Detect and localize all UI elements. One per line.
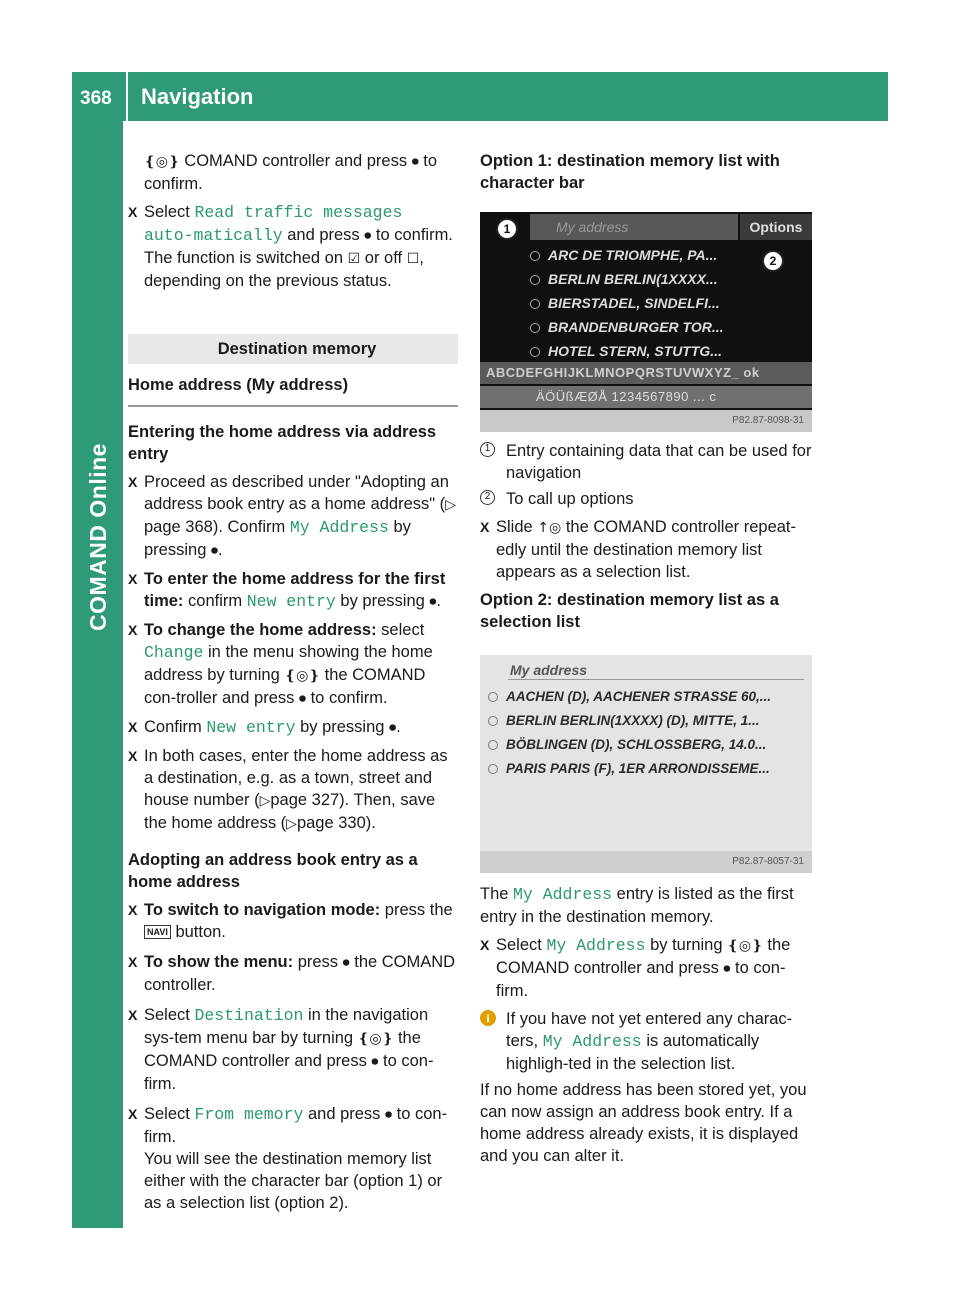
c1-press: press the [384, 901, 453, 919]
shot1-row-dot [530, 251, 540, 261]
b1-pre: Proceed as described under "Adopting an address book entry as a home address" ( [144, 473, 449, 513]
page-ref-icon: ▷ [286, 816, 297, 832]
step-arrow-icon: X [128, 954, 138, 970]
step-select-destination [128, 1004, 458, 1095]
step-arrow-icon: X [128, 1106, 138, 1122]
right-column [480, 150, 812, 1167]
intro-to: to [423, 152, 438, 170]
new-entry-item: New entry [246, 592, 336, 611]
callout-2-text: To call up options [506, 490, 634, 508]
b5-text: In both cases, enter the home address as a destination, e.g. as a town, street and house number ( [144, 747, 448, 809]
shot1-row-dot [530, 323, 540, 333]
step-arrow-icon: X [128, 1007, 138, 1023]
controller-press-icon: ⏺ [389, 720, 397, 736]
step-arrow-icon: X [128, 204, 138, 220]
step-arrow-icon: X [128, 622, 138, 638]
callout-2-number: 2 [480, 490, 495, 505]
shot2-row [488, 685, 808, 709]
paragraph-first-entry [480, 883, 812, 928]
controller-press-icon: ⏺ [411, 154, 419, 170]
shot2-row-text: PARIS PARIS (F), 1ER ARRONDISSEME... [506, 761, 770, 776]
controller-turn-icon: ❴◎❵ [284, 668, 321, 684]
shot2-ref: P82.87-8057-31 [480, 851, 812, 873]
step-select-my-address [480, 934, 812, 1002]
c3-rest3: to con‐firm. [144, 1052, 434, 1093]
controller-turn-icon: ❴◎❵ [357, 1031, 394, 1047]
b1-by: by pressing [144, 518, 411, 559]
b3-rest3: to confirm. [310, 689, 388, 707]
b2-confirm: confirm [188, 592, 243, 610]
subhead-home-address: Home address (My address) [128, 374, 458, 407]
b5-page: page 327). Then, save the home address ( [144, 791, 436, 832]
shot1-digit-bar: ÄÖÜßÆØÅ 1234567890 ... c [480, 386, 812, 408]
callout-1 [480, 440, 812, 484]
shot1-row-dot [530, 347, 540, 357]
option1-title: Option 1: destination memory list with character bar [480, 152, 780, 192]
shot1-row [530, 290, 812, 316]
shot1-row-text: HOTEL STERN, STUTTG... [548, 343, 722, 359]
b3-select: select [381, 621, 425, 639]
step-arrow-icon: X [128, 719, 138, 735]
s-rest: by turning [650, 936, 723, 954]
c2-bold: To show the menu: [144, 953, 294, 971]
b4-pre: Confirm [144, 718, 202, 736]
my-address-item-2: My Address [546, 936, 646, 955]
new-entry-item-2: New entry [206, 718, 296, 737]
c4-pre: Select [144, 1105, 190, 1123]
b3-rest2: the COMAND con‐troller and press [144, 666, 426, 707]
s-rest2: the COMAND controller and press [496, 936, 791, 977]
b3-rest: in the menu showing the home address by turning [144, 643, 433, 684]
controller-slide-up-icon: ↑◎ [537, 520, 562, 536]
b2-bold: To enter the home address for the first time: [144, 570, 446, 610]
shot1-row [530, 314, 812, 340]
marker-2: 2 [762, 250, 784, 272]
shot2-row-dot [488, 716, 498, 726]
b2-by: by pressing [340, 592, 425, 610]
c4-rest: and press [307, 1105, 381, 1123]
shot1-alphabet-bar: ABCDEFGHIJKLMNOPQRSTUVWXYZ_ ok [480, 362, 812, 384]
side-tab [72, 121, 123, 1228]
c3-pre: Select [144, 1006, 190, 1024]
info-icon: i [480, 1010, 496, 1026]
shot1-row-text: ARC DE TRIOMPHE, PA... [548, 247, 718, 263]
p1-pre: The [480, 885, 509, 903]
step1-post: and press [287, 226, 360, 244]
intro-paragraph [128, 150, 458, 195]
controller-turn-icon: ❴◎❵ [144, 154, 180, 170]
step-proceed: X Proceed as described under "Adopting an address book entry as a home address" (▷ page 368). Confirm My Address by pressing ⏺. [128, 473, 456, 559]
shot1-row-text: BRANDENBURGER TOR... [548, 319, 724, 335]
shot2-row-text: AACHEN (D), AACHENER STRASSE 60,... [506, 689, 772, 704]
step-both-cases [128, 745, 458, 835]
info-note [480, 1008, 812, 1075]
step1-line3: depending on the previous status. [144, 272, 392, 290]
read-traffic-menu-item: Read traffic messages auto‐matically [144, 203, 403, 245]
c1-bold: To switch to navigation mode: [144, 901, 381, 919]
shot2-row-text: BÖBLINGEN (D), SCHLOSSBERG, 14.0... [506, 737, 767, 752]
shot1-row-text: BIERSTADEL, SINDELFI... [548, 295, 720, 311]
checkbox-empty-icon: ☐ [406, 251, 420, 267]
shot2-row [488, 709, 808, 733]
controller-press-icon: ⏺ [385, 1107, 393, 1123]
shot2-row [488, 757, 808, 781]
paragraph-final: If no home address has been stored yet, you can now assign an address book entry. If a home address already exists, it is displayed and you can alter it. [480, 1081, 807, 1165]
p1-rest: entry is listed as the first entry in the destination memory. [480, 885, 794, 926]
c4-rest2: to con‐firm. [144, 1105, 448, 1146]
navi-key-icon: NAVI [144, 925, 171, 939]
step-arrow-icon: X [128, 474, 138, 490]
shot1-row-dot [530, 275, 540, 285]
section-title: Destination memory [128, 334, 458, 364]
shot2-row-dot [488, 740, 498, 750]
b3-bold: To change the home address: [144, 621, 377, 639]
my-address-item-3: My Address [542, 1032, 642, 1051]
callout-1-text: Entry containing data that can be used for navigation [506, 442, 812, 482]
step1-or: or off [364, 249, 403, 267]
change-item: Change [144, 643, 204, 662]
step-arrow-icon: X [128, 571, 138, 587]
shot1-row-dot [530, 299, 540, 309]
step-change [128, 619, 458, 710]
step-slide [480, 516, 812, 583]
slide-rest: the COMAND controller repeat‐edly until the destination memory list appears as a selection list. [496, 518, 797, 581]
intro-confirm: confirm. [144, 175, 203, 193]
step-arrow-icon: X [480, 937, 490, 953]
shot2-header: My address [510, 662, 588, 678]
b4-by: by pressing [300, 718, 385, 736]
shot2-row-dot [488, 764, 498, 774]
side-tab-label: COMAND Online [85, 443, 111, 631]
screenshot-selection-list [480, 655, 812, 873]
step1-pre: Select [144, 203, 190, 221]
shot2-row [488, 733, 808, 757]
step-arrow-icon: X [128, 902, 138, 918]
controller-press-icon: ⏺ [371, 1054, 379, 1070]
shot1-header: My address [530, 214, 738, 240]
c4-line2: You will see the destination memory list either with the character bar (option 1) or as a selection list (option 2). [144, 1150, 443, 1212]
info-rest: is automatically highligh‐ted in the selection list. [506, 1032, 760, 1073]
s-pre: Select [496, 936, 542, 954]
step1-line2: The function is switched on [144, 249, 344, 267]
callout-1-number: 1 [480, 442, 495, 457]
checkbox-checked-icon: ☑ [347, 251, 361, 267]
b1-page: page 368). Confirm [144, 518, 286, 536]
c2-rest: the COMAND controller. [144, 953, 456, 994]
shot2-row-text: BERLIN BERLIN(1XXXX) (D), MITTE, 1... [506, 713, 760, 728]
step-arrow-icon: X [480, 519, 490, 535]
header-divider [126, 72, 128, 121]
destination-item: Destination [194, 1006, 304, 1025]
page-ref-icon: ▷ [259, 793, 271, 809]
shot1-options: Options [740, 214, 812, 240]
controller-press-icon: ⏺ [299, 691, 306, 707]
step-confirm-new: X Confirm New entry by pressing ⏺. [128, 718, 401, 737]
left-column [128, 150, 458, 1214]
slide-pre: Slide [496, 518, 533, 536]
shot2-row-dot [488, 692, 498, 702]
option2-title: Option 2: destination memory list as a selection list [480, 591, 779, 631]
step-from-memory [128, 1103, 458, 1214]
my-address-item: My Address [513, 885, 613, 904]
controller-turn-icon: ❴◎❵ [727, 938, 763, 954]
controller-press-icon: ⏺ [723, 961, 731, 977]
shot1-ref: P82.87-8098-31 [480, 410, 812, 432]
step-enter-first: X To enter the home address for the first time: confirm New entry by pressing ⏺. [128, 570, 446, 611]
controller-press-icon: ⏺ [342, 955, 350, 971]
c1-button: button. [175, 923, 226, 941]
marker-1: 1 [496, 218, 518, 240]
shot1-row-text: BERLIN BERLIN(1XXXX... [548, 271, 718, 287]
step-show-menu [128, 951, 458, 996]
controller-press-icon: ⏺ [210, 543, 218, 559]
page-ref-icon: ▷ [445, 497, 456, 513]
s-rest3: to con‐firm. [496, 959, 786, 1000]
controller-press-icon: ⏺ [429, 594, 437, 610]
c3-rest2: the COMAND controller and press [144, 1029, 421, 1070]
shot1-row [530, 338, 812, 364]
step1-post2: to confirm. [375, 226, 453, 244]
step-arrow-icon: X [128, 748, 138, 764]
b5-page2: page 330). [296, 814, 376, 832]
controller-press-icon: ⏺ [364, 228, 372, 244]
intro-text: COMAND controller and press [184, 152, 408, 170]
heading-adopting: Adopting an address book entry as a home address [128, 851, 418, 891]
my-address-item: My Address [289, 518, 389, 537]
chapter-title: Navigation [141, 84, 254, 109]
info-pre: If you have not yet entered any charac‐ters, [506, 1010, 793, 1050]
step-read-traffic: X Select Read traffic messages auto‐matically and press ⏺ to confirm. The function is switched on ☑ or off ☐, depending on the previous status. [128, 203, 453, 290]
shot2-divider [508, 679, 804, 680]
step-nav-mode [128, 899, 458, 943]
callout-2 [480, 488, 812, 510]
page-number: 368 [80, 88, 112, 109]
c2-press: press [297, 953, 339, 971]
c3-rest: in the navigation sys‐tem menu bar by turning [144, 1006, 429, 1047]
screenshot-character-bar [480, 212, 812, 432]
from-memory-item: From memory [194, 1105, 304, 1124]
heading-entering: Entering the home address via address entry [128, 423, 437, 463]
